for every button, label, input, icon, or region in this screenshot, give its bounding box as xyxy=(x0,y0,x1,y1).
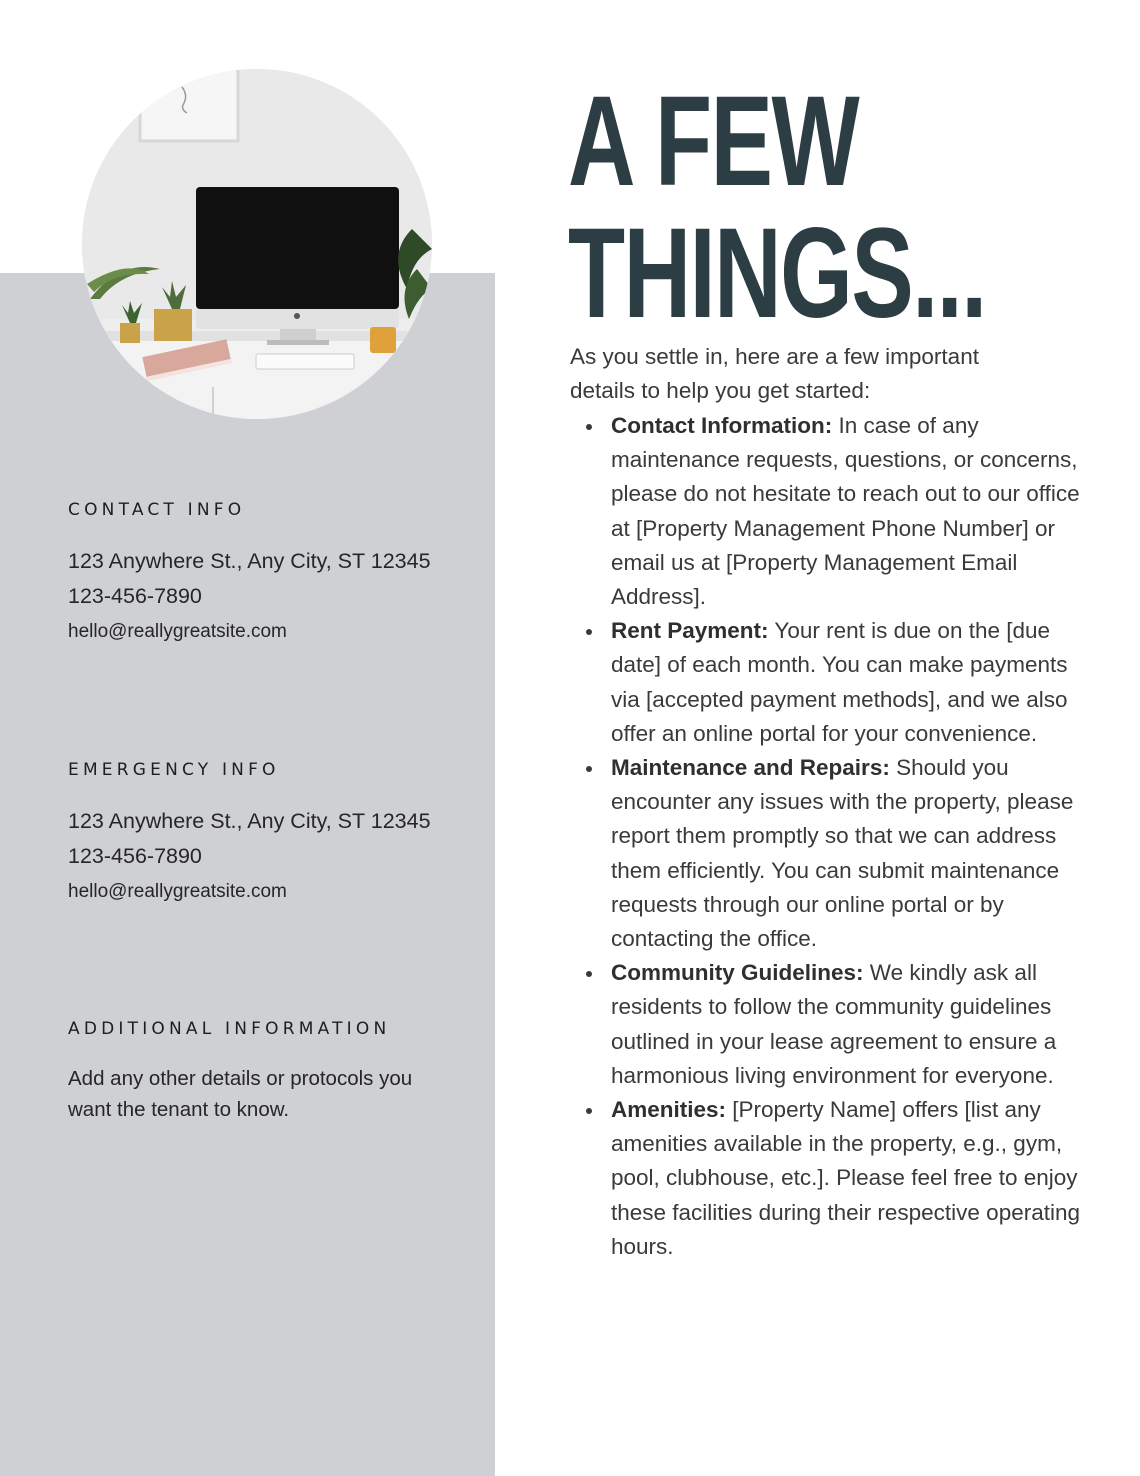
list-item xyxy=(611,614,1081,751)
list-item xyxy=(611,1093,1081,1264)
item-heading: Maintenance and Repairs: xyxy=(611,755,890,781)
additional-info-section xyxy=(68,1019,448,1125)
contact-email: hello@reallygreatsite.com xyxy=(68,621,287,642)
page-title xyxy=(568,70,986,345)
details-list xyxy=(570,409,1081,1264)
item-text: In case of any maintenance requests, questions, or concerns, please do not hesitate to reach out to our office at [Property Management Phone Number] or email us at [Property Management Email Address]. xyxy=(611,413,1080,610)
emergency-email: hello@reallygreatsite.com xyxy=(68,881,287,902)
title-line-1: A FEW xyxy=(568,70,859,213)
list-item xyxy=(611,956,1081,1093)
emergency-info-section xyxy=(68,760,468,909)
title-line-2: THINGS... xyxy=(568,202,986,345)
emergency-info-heading: EMERGENCY INFO xyxy=(68,760,280,780)
item-heading: Rent Payment: xyxy=(611,618,769,644)
list-item xyxy=(611,751,1081,956)
contact-info-section xyxy=(68,500,468,649)
emergency-phone: 123-456-7890 xyxy=(68,844,202,868)
emergency-address: 123 Anywhere St., Any City, ST 12345 xyxy=(68,809,431,833)
item-text: Should you encounter any issues with the property, please report them promptly so that we can address them efficiently. You can submit maintenance requests through our online portal or by contacting the office. xyxy=(611,755,1074,952)
contact-address: 123 Anywhere St., Any City, ST 12345 xyxy=(68,549,431,573)
contact-info-heading: CONTACT INFO xyxy=(68,500,246,520)
item-text: [Property Name] offers [list any amenities available in the property, e.g., gym, pool, clubhouse, etc.]. Please feel free to enjoy these facilities during their respective operating hours. xyxy=(611,1097,1081,1259)
item-text: We kindly ask all residents to follow the community guidelines outlined in your lease agreement to ensure a harmonious living environment for everyone. xyxy=(611,960,1057,1088)
intro-text: As you settle in, here are a few important details to help you get started: xyxy=(570,344,979,403)
item-heading: Amenities: xyxy=(611,1097,727,1123)
contact-phone: 123-456-7890 xyxy=(68,584,202,608)
desk-photo xyxy=(82,69,432,419)
item-heading: Community Guidelines: xyxy=(611,960,864,986)
additional-info-text: Add any other details or protocols you want the tenant to know. xyxy=(68,1067,413,1121)
additional-info-heading: ADDITIONAL INFORMATION xyxy=(68,1019,391,1039)
item-text: Your rent is due on the [due date] of each month. You can make payments via [accepted payment methods], and we also offer an online portal for your convenience. xyxy=(611,618,1068,746)
item-heading: Contact Information: xyxy=(611,413,833,438)
list-item xyxy=(611,409,1081,614)
